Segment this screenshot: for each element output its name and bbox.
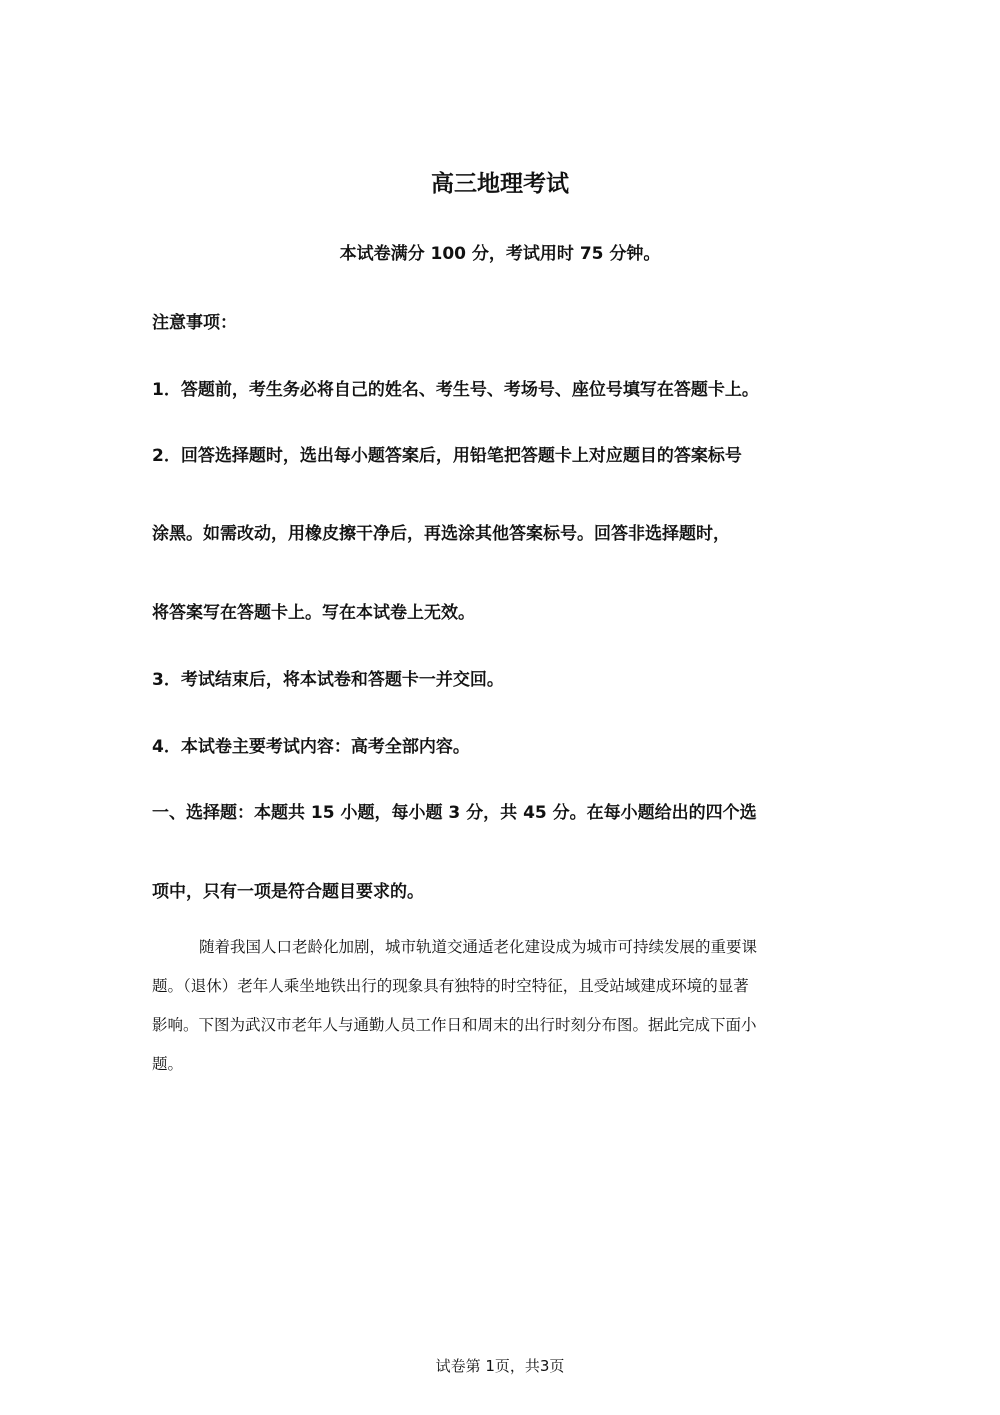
exam-subtitle: 本试卷满分 100 分，考试用时 75 分钟。 [339,244,661,264]
notice-heading: 注意事项： [152,313,237,333]
notice-line-3: 涂黑。如需改动，用橡皮擦干净后，再选涂其他答案标号。回答非选择题时， [152,524,730,544]
notice-line-1: 1．答题前，考生务必将自己的姓名、考生号、考场号、座位号填写在答题卡上。 [152,380,759,400]
page-footer: 试卷第 1页，共3页 [435,1357,565,1375]
passage-line-1: 随着我国人口老龄化加剧，城市轨道交通适老化建设成为城市可持续发展的重要课 [199,938,758,956]
section-heading-line-2: 项中，只有一项是符合题目要求的。 [152,882,424,902]
notice-line-5: 3．考试结束后，将本试卷和答题卡一并交回。 [152,670,504,690]
passage-line-2: 题。（退休）老年人乘坐地铁出行的现象具有独特的时空特征，且受站域建成环境的显著 [152,977,749,995]
notice-line-4: 将答案写在答题卡上。写在本试卷上无效。 [152,603,475,623]
notice-line-2: 2．回答选择题时，选出每小题答案后，用铅笔把答题卡上对应题目的答案标号 [152,446,742,466]
exam-title: 高三地理考试 [431,171,569,197]
passage-line-3: 影响。下图为武汉市老年人与通勤人员工作日和周末的出行时刻分布图。据此完成下面小 [152,1016,757,1034]
passage-line-4: 题。 [152,1055,184,1073]
section-heading-line-1: 一、选择题：本题共 15 小题，每小题 3 分，共 45 分。在每小题给出的四个选 [152,803,757,823]
notice-line-6: 4．本试卷主要考试内容：高考全部内容。 [152,737,470,757]
